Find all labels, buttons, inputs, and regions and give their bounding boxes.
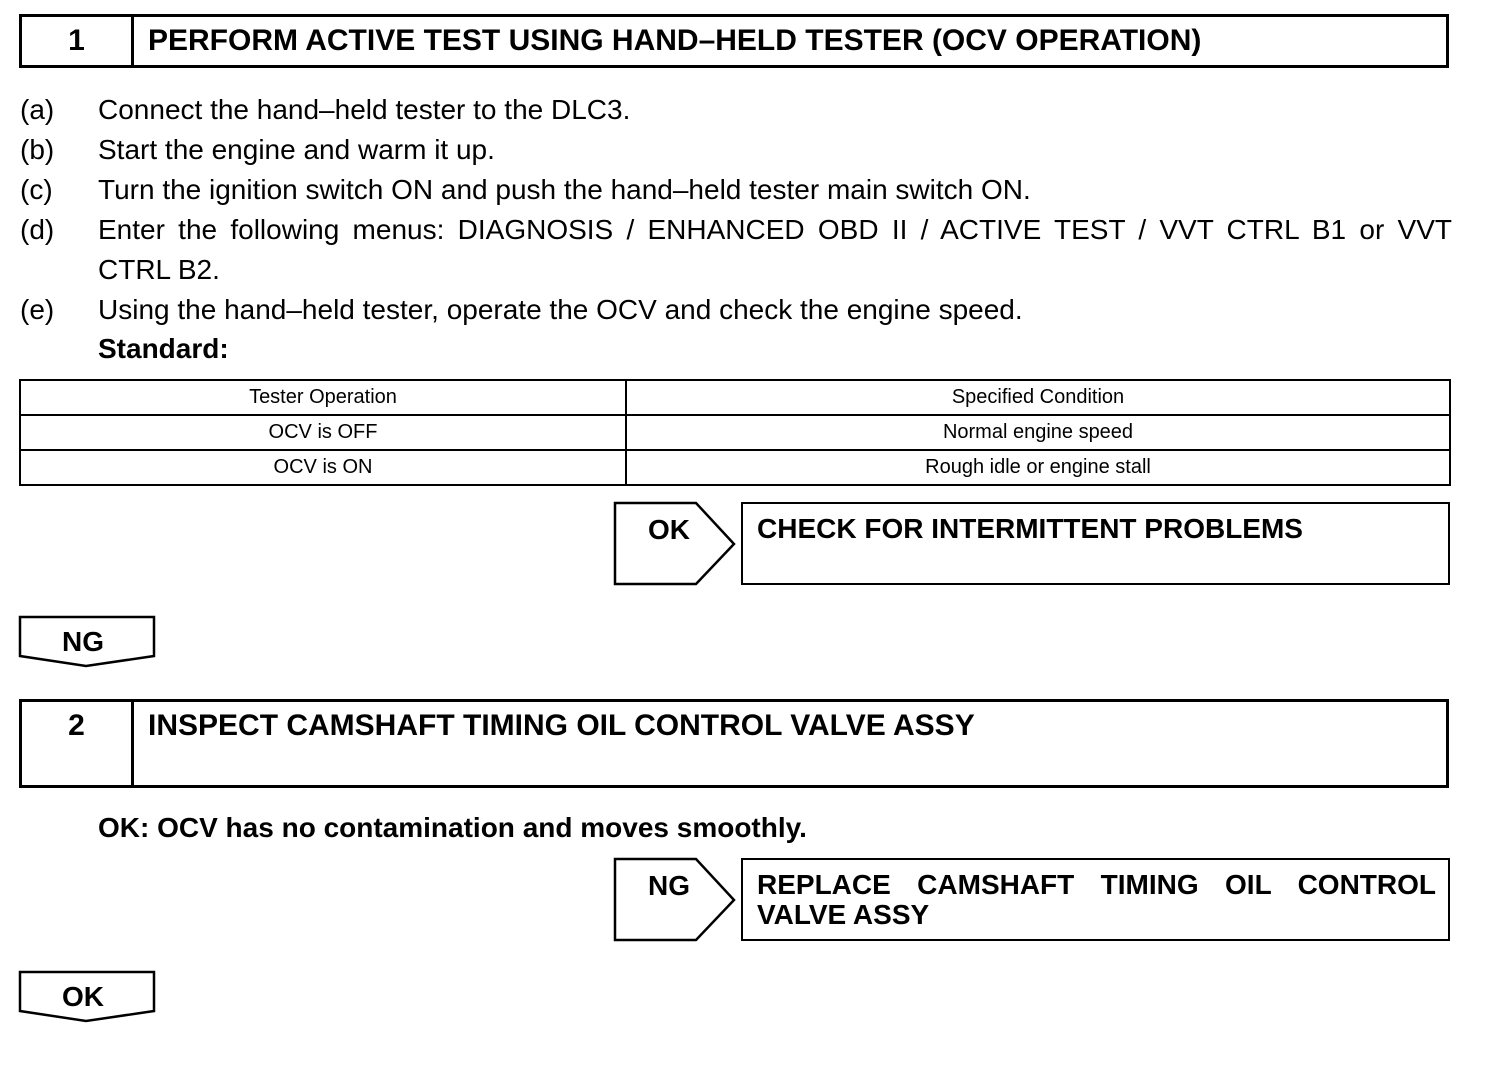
step-2-title: INSPECT CAMSHAFT TIMING OIL CONTROL VALVE ASSY bbox=[148, 709, 975, 742]
result-box-intermittent bbox=[741, 502, 1450, 585]
result-text: REPLACE CAMSHAFT TIMING OIL CONTROL bbox=[757, 869, 1436, 900]
ng-arrow-label: NG bbox=[648, 870, 690, 901]
ok-arrow-tag bbox=[614, 502, 738, 586]
procedure-text: Using the hand–held tester, operate the OCV and check the engine speed. bbox=[98, 294, 1023, 325]
step-1-number: 1 bbox=[22, 17, 134, 65]
procedure-letter: (c) bbox=[20, 174, 53, 205]
standard-table bbox=[19, 379, 1451, 486]
table-row bbox=[20, 415, 1450, 450]
step-2-number: 2 bbox=[22, 702, 134, 785]
step-1-header bbox=[19, 14, 1449, 68]
table-cell: OCV is OFF bbox=[20, 415, 626, 450]
table-cell: Rough idle or engine stall bbox=[626, 450, 1450, 485]
step-1-title: PERFORM ACTIVE TEST USING HAND–HELD TESTER (OCV OPERATION) bbox=[148, 24, 1202, 57]
result-box-replace-ocv bbox=[741, 858, 1450, 941]
step-2-header bbox=[19, 699, 1449, 788]
procedure-text: Connect the hand–held tester to the DLC3. bbox=[98, 94, 631, 125]
procedure-text: Enter the following menus: DIAGNOSIS / ENHANCED OBD II / ACTIVE TEST / VVT CTRL B1 or VVT bbox=[98, 214, 1452, 245]
procedure-text-continued: CTRL B2. bbox=[98, 254, 220, 285]
procedure-letter: (b) bbox=[20, 134, 55, 165]
result-text: CHECK FOR INTERMITTENT PROBLEMS bbox=[757, 513, 1303, 544]
procedure-text: Turn the ignition switch ON and push the hand–held tester main switch ON. bbox=[98, 174, 1031, 205]
procedure-letter: (a) bbox=[20, 94, 55, 125]
procedure-text: Start the engine and warm it up. bbox=[98, 134, 495, 165]
table-row bbox=[20, 450, 1450, 485]
ok-down-label: OK bbox=[62, 981, 104, 1012]
standard-label: Standard: bbox=[98, 333, 229, 364]
ng-down-label: NG bbox=[62, 626, 104, 657]
table-header: Tester Operation bbox=[20, 380, 626, 415]
ng-arrow-tag bbox=[614, 858, 738, 942]
table-cell: Normal engine speed bbox=[626, 415, 1450, 450]
table-cell: OCV is ON bbox=[20, 450, 626, 485]
procedure-letter: (d) bbox=[20, 214, 55, 245]
ok-condition: OK: OCV has no contamination and moves smoothly. bbox=[98, 812, 807, 843]
ng-down-tag bbox=[19, 616, 157, 668]
ok-down-tag bbox=[19, 971, 157, 1023]
table-header: Specified Condition bbox=[626, 380, 1450, 415]
result-text-continued: VALVE ASSY bbox=[757, 899, 930, 930]
procedure-letter: (e) bbox=[20, 294, 55, 325]
procedure-item bbox=[20, 210, 1452, 290]
table-header-row bbox=[20, 380, 1450, 415]
ok-arrow-label: OK bbox=[648, 514, 690, 545]
